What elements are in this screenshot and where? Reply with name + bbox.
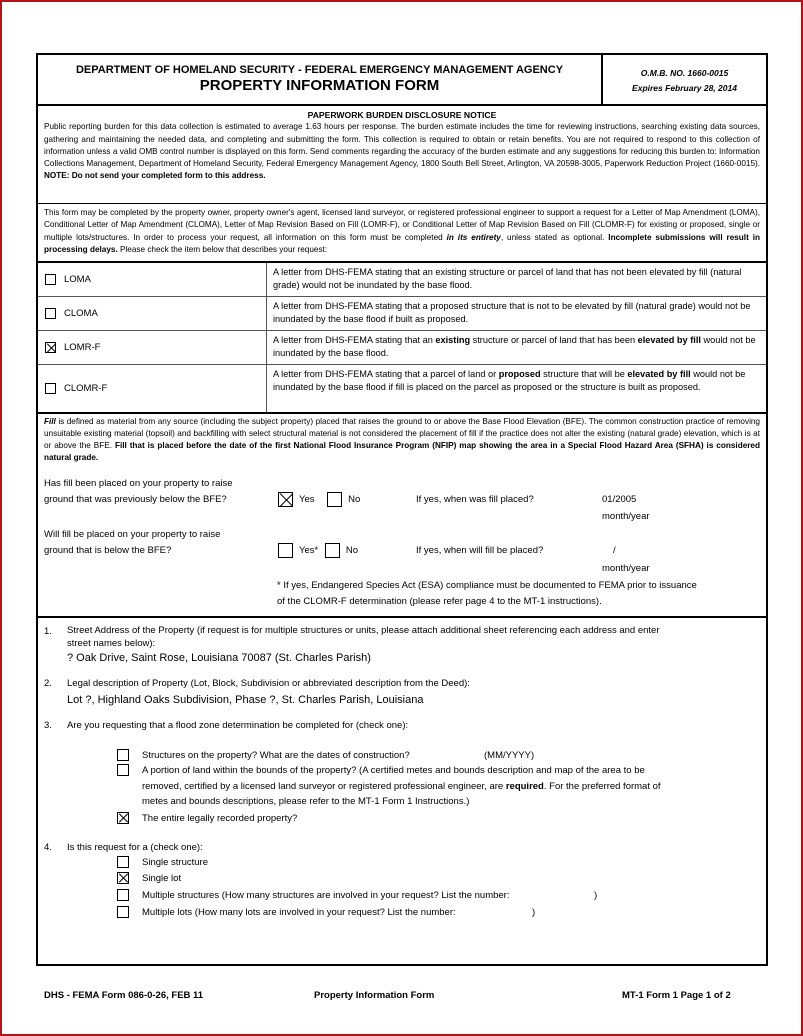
fill-q1-answers <box>278 492 360 508</box>
fill-q1-line2: ground that was previously below the BFE? <box>44 494 227 505</box>
fill-section <box>38 414 766 618</box>
q3-opt2-line1: A portion of land within the bounds of the property? (A certified metes and bounds description and map of the area to be <box>142 765 645 776</box>
q1-number: 1. <box>44 626 52 637</box>
fill-q1-date[interactable]: 01/2005 <box>602 494 637 505</box>
option-desc-text: would not be inundated by the base flood if fill is placed on the parcel as proposed or the structure is built as proposed. <box>273 369 746 392</box>
option-desc-bold: elevated by fill <box>627 369 691 379</box>
q3-opt3-label: The entire legally recorded property? <box>142 813 298 824</box>
burden-note: NOTE: Do not send your completed form to this address. <box>44 171 266 181</box>
q3-number: 3. <box>44 720 52 731</box>
single-lot-checkbox[interactable] <box>117 872 129 884</box>
option-desc-text: structure or parcel of land that has been <box>470 335 638 345</box>
option-desc-bold: proposed <box>498 369 541 379</box>
fill-q1-no-label: No <box>348 494 361 506</box>
option-clomr-f <box>38 365 267 412</box>
q4-option-multiple-structures <box>117 888 510 904</box>
clomr-f-checkbox[interactable] <box>45 383 56 394</box>
intro-text-bold: Incomplete submissions will result in processing delays. <box>44 232 760 254</box>
fill-q1-no-checkbox[interactable] <box>327 492 342 507</box>
intro-text-emphasis: in its entirety <box>446 232 501 242</box>
q4-opt3-label: Multiple structures (How many structures are involved in your request? List the number: <box>142 890 510 901</box>
option-desc-text: A letter from DHS-FEMA stating that an existing structure or parcel of land that has not been elevated by fill (natural grade) would not be inundated by the base flood. <box>273 267 742 290</box>
option-desc-bold: elevated by fill <box>637 335 701 345</box>
fill-q2-yes-label: Yes* <box>299 545 319 557</box>
agency-name: DEPARTMENT OF HOMELAND SECURITY - FEDERAL EMERGENCY MANAGEMENT AGENCY <box>75 64 564 76</box>
option-desc-text: would not be inundated by the base flood. <box>273 335 756 358</box>
fill-q1-date-format: month/year <box>602 511 650 522</box>
fill-q2-yes-checkbox[interactable] <box>278 543 293 558</box>
expiration-date: Expires February 28, 2014 <box>632 83 737 93</box>
lomr-f-checkbox[interactable] <box>45 342 56 353</box>
fill-q1-yes-label: Yes <box>299 494 315 506</box>
q1-line1: Street Address of the Property (if request is for multiple structures or units, please attach additional sheet referencing each address and enter <box>67 625 660 636</box>
intro-text-b: , unless stated as optional. <box>500 232 605 242</box>
intro-instructions <box>38 204 766 263</box>
option-desc-bold: existing <box>435 335 471 345</box>
fill-q1-when: If yes, when was fill placed? <box>416 494 534 505</box>
q3-option-portion-line2 <box>142 779 661 795</box>
header-title-block <box>38 55 603 104</box>
option-label: CLOMR-F <box>64 383 108 394</box>
option-cloma <box>38 297 267 330</box>
q4-opt1-label: Single structure <box>142 857 209 868</box>
option-desc-text: A letter from DHS-FEMA stating that a proposed structure that is not to be elevated by fill (natural grade) would not be inundated by the base flood if built as proposed. <box>273 301 751 324</box>
q4-opt3-close: ) <box>594 890 598 901</box>
q4-opt4-label: Multiple lots (How many lots are involved in your request? List the number: <box>142 907 456 918</box>
option-loma <box>38 263 267 296</box>
fill-question-2 <box>44 527 220 559</box>
entire-property-checkbox[interactable] <box>117 812 129 824</box>
fill-definition <box>38 414 766 466</box>
request-type-options <box>38 263 766 414</box>
fill-q1-line1: Has fill been placed on your property to raise <box>44 478 233 489</box>
esa-note <box>277 578 697 610</box>
fill-q2-when: If yes, when will fill be placed? <box>416 545 544 556</box>
q3-option-portion-line3: metes and bounds descriptions, please refer to the MT-1 Form 1 Instructions.) <box>142 796 470 807</box>
q4-opt2-label: Single lot <box>142 873 182 884</box>
q4-option-single-lot <box>117 871 181 887</box>
burden-notice <box>38 106 766 204</box>
option-lomr-f <box>38 331 267 364</box>
option-label: CLOMA <box>64 308 98 319</box>
option-desc-text: structure that will be <box>540 369 628 379</box>
single-structure-checkbox[interactable] <box>117 856 129 868</box>
q3-option-structures <box>117 748 410 764</box>
option-description <box>267 331 766 364</box>
intro-text-a: This form may be completed by the property owner, property owner's agent, licensed land surveyor, or registered professional engineer to support a request for a Letter of Map Amendment (LOMA), Conditional Letter of Map Amendment (CLOMA), Letter of Map Revision Based on Fill (LOMR-F), or Conditional Letter of Map Revision Based on Fill (CLOMR-F) for existing or proposed, single or multiple lots/structures. In order to process your request, all information on this form must be completed <box>44 208 760 242</box>
fill-question-1 <box>44 476 233 508</box>
burden-notice-title: PAPERWORK BURDEN DISCLOSURE NOTICE <box>307 110 497 120</box>
loma-checkbox[interactable] <box>45 274 56 285</box>
q3-opt2-bold: required <box>505 781 544 792</box>
esa-note-line1: * If yes, Endangered Species Act (ESA) compliance must be documented to FEMA prior to issuance <box>277 580 697 591</box>
option-description <box>267 365 766 412</box>
q1-line2: street names below): <box>67 638 156 649</box>
q4-option-single-structure <box>117 855 208 871</box>
street-address-value[interactable]: ? Oak Drive, Saint Rose, Louisiana 70087 (St. Charles Parish) <box>67 652 371 664</box>
form-header <box>38 55 766 106</box>
q2-number: 2. <box>44 678 52 689</box>
property-questions <box>38 618 766 945</box>
q3-option-portion <box>117 763 645 779</box>
intro-text <box>44 207 760 256</box>
q3-option-entire <box>117 811 297 827</box>
intro-text-c: Please check the item below that describes your request: <box>120 244 328 254</box>
option-label: LOMA <box>64 274 91 285</box>
burden-text: Public reporting burden for this data collection is estimated to average 1.63 hours per response. The burden estimate includes the time for reviewing instructions, searching existing data sources, gathering and maintaining the needed data, and completing and submitting the form. This collection is required to obtain or retain benefits. You are not required to respond to this collection of information unless a valid OMB control number is displayed on this form. Send comments regarding the accuracy of the burden estimate and any suggestions for reducing this burden to: Information Collections Management, Department of Homeland Security, Federal Emergency Management Agency, 1800 South Bell Street, Arlington, VA 20598-3005, Paperwork Reduction Project (1660-0015). <box>44 122 760 169</box>
option-label: LOMR-F <box>64 342 101 353</box>
option-desc-text: A letter from DHS-FEMA stating that an <box>273 335 436 345</box>
q3-question: Are you requesting that a flood zone determination be completed for (check one): <box>67 720 409 731</box>
q4-opt4-close: ) <box>532 907 536 918</box>
option-desc-text: A letter from DHS-FEMA stating that a parcel of land or <box>273 369 499 379</box>
portion-checkbox[interactable] <box>117 764 129 776</box>
esa-note-line2: of the CLOMR-F determination (please refer page 4 to the MT-1 instructions). <box>277 596 602 607</box>
fill-q2-no-checkbox[interactable] <box>325 543 340 558</box>
fill-q2-line1: Will fill be placed on your property to raise <box>44 529 221 540</box>
omb-number: O.M.B. NO. 1660-0015 <box>640 68 729 78</box>
multiple-lots-checkbox[interactable] <box>117 906 129 918</box>
fill-def-text: is defined as material from any source (including the subject property) placed that raises the ground to or above the Base Flood Elevation (BFE). The common construction practice of removing unsuitable existing material (topsoil) and backfilling with select structural material is not considered the placement of fill if the practice does not alter the existing (natural grade) elevation, which is at or above the BFE. <box>44 417 760 450</box>
footer-form-name: Property Information Form <box>314 990 435 1001</box>
footer-page-number: MT-1 Form 1 Page 1 of 2 <box>622 990 731 1001</box>
fill-q2-no-label: No <box>345 545 358 557</box>
structures-checkbox[interactable] <box>117 749 129 761</box>
omb-block <box>603 55 766 104</box>
fill-word: Fill <box>44 417 56 426</box>
q3-opt2-line2b: . For the preferred format of <box>543 781 661 792</box>
option-row-lomr-f <box>38 331 766 365</box>
q3-opt1-label: Structures on the property? What are the dates of construction? <box>142 750 410 761</box>
fill-def-bold: Fill that is placed before the date of the first National Flood Insurance Program (NFIP) map showing the area in a Special Flood Hazard Area (SFHA) is considered natural grade. <box>44 441 760 462</box>
cloma-checkbox[interactable] <box>45 308 56 319</box>
option-description <box>267 297 766 330</box>
option-row-loma <box>38 263 766 297</box>
fill-q2-line2: ground that is below the BFE? <box>44 545 172 556</box>
form-title: PROPERTY INFORMATION FORM <box>199 77 440 94</box>
option-row-cloma <box>38 297 766 331</box>
q2-question: Legal description of Property (Lot, Block, Subdivision or abbreviated description from the Deed): <box>67 678 470 689</box>
property-information-form <box>36 53 768 966</box>
fill-q2-date-format: month/year <box>602 563 650 574</box>
legal-description-value[interactable]: Lot ?, Highland Oaks Subdivision, Phase ?, St. Charles Parish, Louisiana <box>67 694 424 706</box>
q4-option-multiple-lots <box>117 905 456 921</box>
construction-date-format: (MM/YYYY) <box>484 750 535 761</box>
multiple-structures-checkbox[interactable] <box>117 889 129 901</box>
footer-form-number: DHS - FEMA Form 086-0-26, FEB 11 <box>44 990 204 1001</box>
q1-question <box>67 624 660 650</box>
option-description <box>267 263 766 296</box>
option-row-clomr-f <box>38 365 766 412</box>
q4-question: Is this request for a (check one): <box>67 842 203 853</box>
fill-q2-answers <box>278 543 358 559</box>
fill-q2-date[interactable]: / <box>613 545 616 556</box>
fill-q1-yes-checkbox[interactable] <box>278 492 293 507</box>
q4-number: 4. <box>44 842 52 853</box>
q3-opt2-line2a: removed, certified by a licensed land surveyor or registered professional engineer, are <box>142 781 506 792</box>
burden-notice-text <box>44 121 760 182</box>
